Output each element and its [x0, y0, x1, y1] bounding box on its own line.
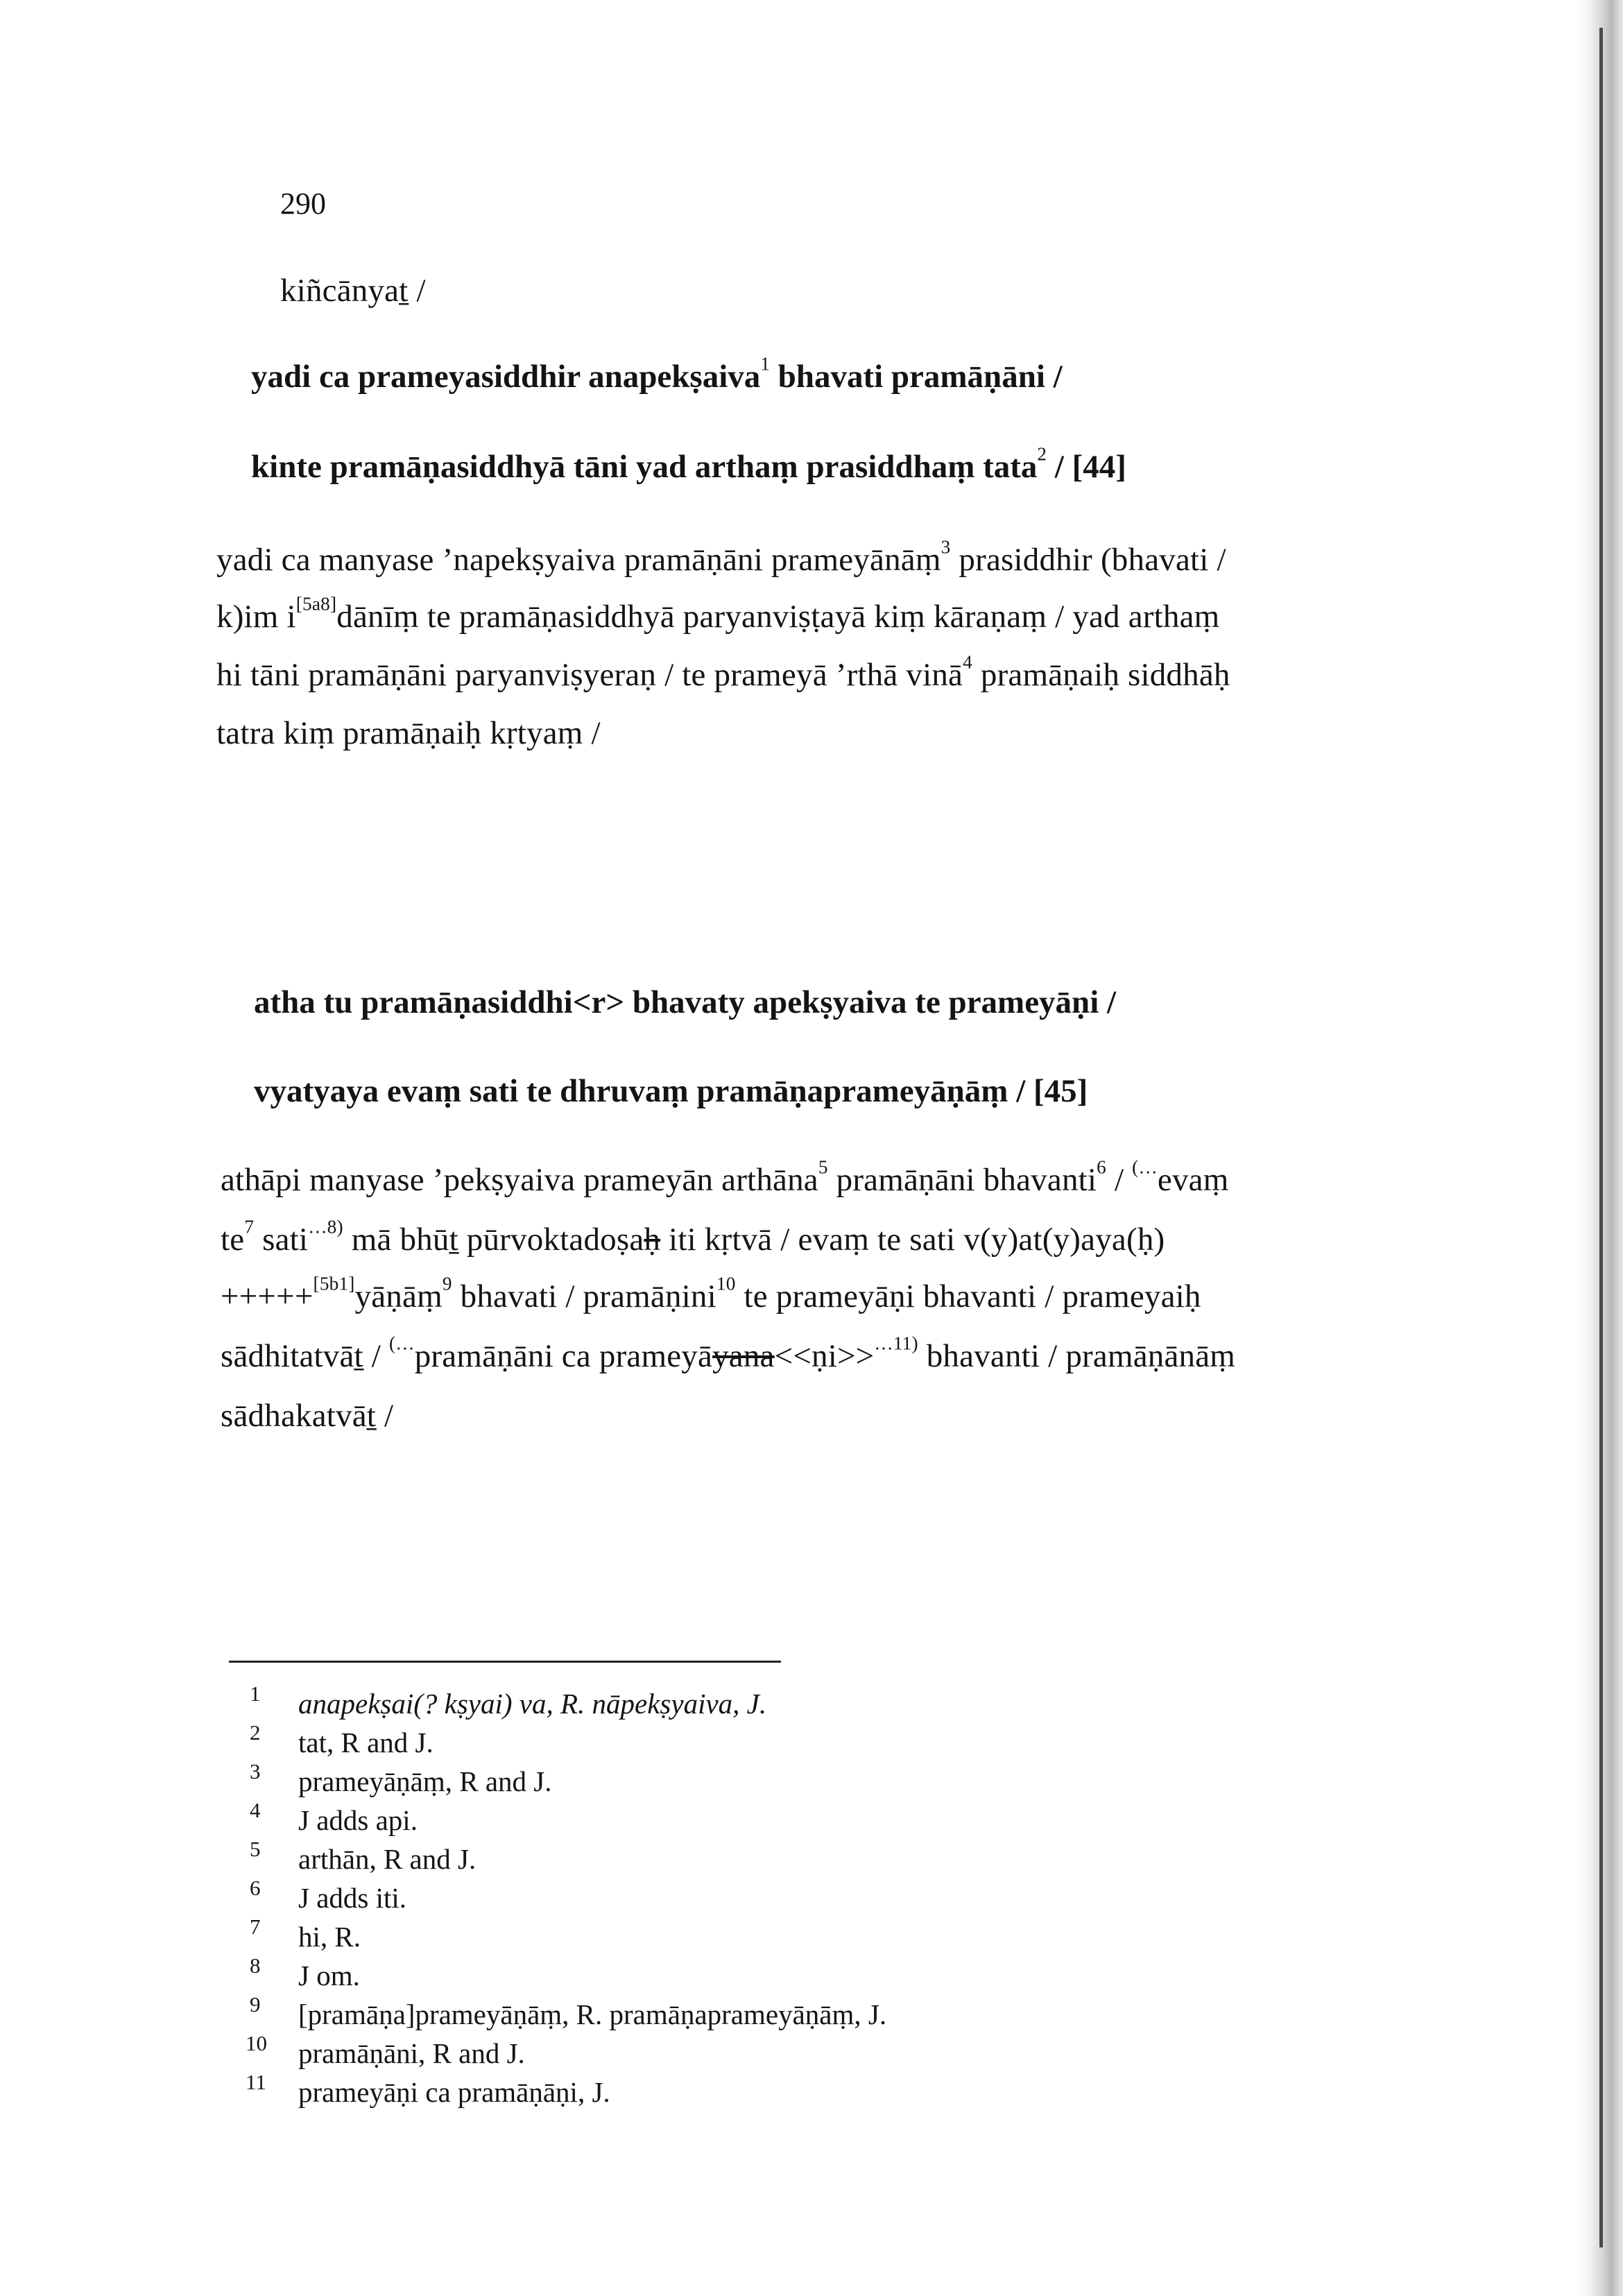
commentary-text: bhavati / pramāṇini [452, 1278, 716, 1314]
footnote-number: 1 [250, 1681, 261, 1706]
commentary-text: pramāṇaiḥ siddhāḥ [972, 657, 1230, 693]
commentary-44-line-1 [216, 536, 1226, 579]
footnote-text: J adds iti. [298, 1882, 407, 1914]
footnote-number: 2 [250, 1720, 261, 1745]
footnote-text: [pramāṇa]prameyāṇāṃ, R. pramāṇaprameyāṇāṃ, J. [298, 1998, 887, 2030]
commentary-text: iti kṛtvā / evaṃ te sati v(y)at(y)aya(ḥ) [660, 1222, 1165, 1258]
footnote-text: hi, R. [298, 1921, 361, 1953]
commentary-text: <<ṇi>> [774, 1338, 875, 1374]
footnote-text: prameyāṇi ca pramāṇāṇi, J. [298, 2076, 610, 2108]
commentary-text: +++++ [221, 1278, 314, 1314]
commentary-text: bhavanti / pramāṇānāṃ [918, 1338, 1236, 1374]
footnote-text: J adds api. [298, 1804, 418, 1836]
footnote-text: J om. [298, 1960, 360, 1991]
commentary-text: yāṇāṃ [354, 1278, 443, 1314]
footnote-ref: 4 [963, 651, 972, 673]
struck-text: ḥ [644, 1222, 661, 1258]
commentary-text: pramāṇāni bhavanti [827, 1162, 1097, 1198]
commentary-text: sādhakatvāt̠ / [221, 1398, 394, 1434]
range-marker: …11) [874, 1333, 918, 1354]
footnote-ref: 3 [941, 536, 951, 558]
footnote-text: tat, R and J. [298, 1727, 433, 1758]
footnote-number: 4 [250, 1798, 261, 1822]
folio-marker: [5b1] [313, 1273, 355, 1294]
verse-44-line-1 [251, 353, 1063, 395]
footnote-ref: 6 [1097, 1156, 1106, 1178]
footnote-number: 10 [246, 2031, 267, 2055]
footnote-ref: 2 [1037, 443, 1047, 465]
verse-44-line-2 [251, 443, 1126, 486]
commentary-text: hi tāni pramāṇāni paryanviṣyeraṇ / te prameyā ’rthā vinā [216, 657, 963, 693]
footnote-text: arthān, R and J. [298, 1843, 476, 1875]
commentary-text: sādhitatvāt̠ / [221, 1338, 389, 1374]
footnote-number: 9 [250, 1992, 261, 2016]
verse-text: kinte pramāṇasiddhyā tāni yad arthaṃ prasiddhaṃ tata [251, 449, 1038, 485]
commentary-text: prasiddhir (bhavati / [950, 542, 1226, 578]
footnote-ref: 10 [716, 1273, 736, 1294]
commentary-45-line-2 [221, 1216, 1165, 1258]
commentary-text: athāpi manyase ’pekṣyaiva prameyān arthāna [221, 1162, 818, 1198]
footnote-number: 8 [250, 1953, 261, 1978]
folio-marker: [5a8] [295, 593, 337, 615]
page-number: 290 [280, 187, 326, 221]
commentary-text: yadi ca manyase ’napekṣyaiva pramāṇāni prameyānāṃ [216, 542, 941, 578]
commentary-text: / [1106, 1162, 1133, 1198]
commentary-44-line-3 [216, 651, 1230, 694]
footnote-ref: 9 [442, 1273, 452, 1294]
footnote-number: 6 [250, 1876, 261, 1900]
footnote-ref: 5 [818, 1156, 828, 1178]
struck-text: yana [712, 1338, 775, 1374]
footnote-text: anapekṣai(? kṣyai) va, R. nāpekṣyaiva, J. [298, 1688, 767, 1720]
footnote-number: 3 [250, 1759, 261, 1783]
commentary-text: tatra kiṃ pramāṇaiḥ kṛtyaṃ / [216, 715, 601, 751]
commentary-45-line-5 [221, 1397, 393, 1434]
verse-45-line-1: atha tu pramāṇasiddhi<r> bhavaty apekṣyaiva te prameyāṇi / [254, 984, 1117, 1020]
commentary-text: te [221, 1222, 245, 1258]
verse-45-line-2: vyatyaya evaṃ sati te dhruvaṃ pramāṇaprameyāṇāṃ / [45] [254, 1073, 1088, 1109]
commentary-44-line-2 [216, 593, 1220, 635]
footnote-number: 5 [250, 1837, 261, 1861]
footnote-text: pramāṇāni, R and J. [298, 2037, 525, 2069]
footnote-rule [229, 1661, 781, 1663]
range-marker: (… [1132, 1156, 1158, 1178]
verse-text: / [44] [1047, 449, 1126, 485]
footnote-number: 7 [250, 1914, 261, 1939]
commentary-45-line-1 [221, 1156, 1229, 1199]
range-marker: (… [388, 1333, 415, 1354]
commentary-text: te prameyāṇi bhavanti / prameyaiḥ [735, 1278, 1201, 1314]
footnote-number: 11 [246, 2070, 266, 2094]
footnote-ref: 1 [760, 353, 770, 375]
commentary-text: dānīṃ te pramāṇasiddhyā paryanviṣṭayā kiṃ kāraṇaṃ / yad arthaṃ [336, 599, 1220, 635]
verse-text: yadi ca prameyasiddhir anapekṣaiva [251, 359, 761, 395]
commentary-text: k)im i [216, 599, 296, 635]
commentary-44-line-4 [216, 714, 601, 752]
range-marker: …8) [308, 1216, 343, 1237]
commentary-text: sati [254, 1222, 309, 1258]
scan-binding-line [1599, 28, 1603, 2247]
verse-text: bhavati pramāṇāni / [769, 359, 1063, 395]
commentary-text: pramāṇāni ca prameyā [414, 1338, 713, 1374]
footnote-text: prameyāṇāṃ, R and J. [298, 1765, 552, 1797]
commentary-45-line-4 [221, 1333, 1236, 1375]
commentary-45-line-3 [221, 1273, 1201, 1315]
commentary-text: mā bhūt̠ pūrvoktadoṣa [343, 1222, 644, 1258]
intro-fragment: kiñcānyat̠ / [280, 273, 426, 309]
commentary-text: evaṃ [1157, 1162, 1229, 1198]
footnote-ref: 7 [244, 1216, 255, 1237]
